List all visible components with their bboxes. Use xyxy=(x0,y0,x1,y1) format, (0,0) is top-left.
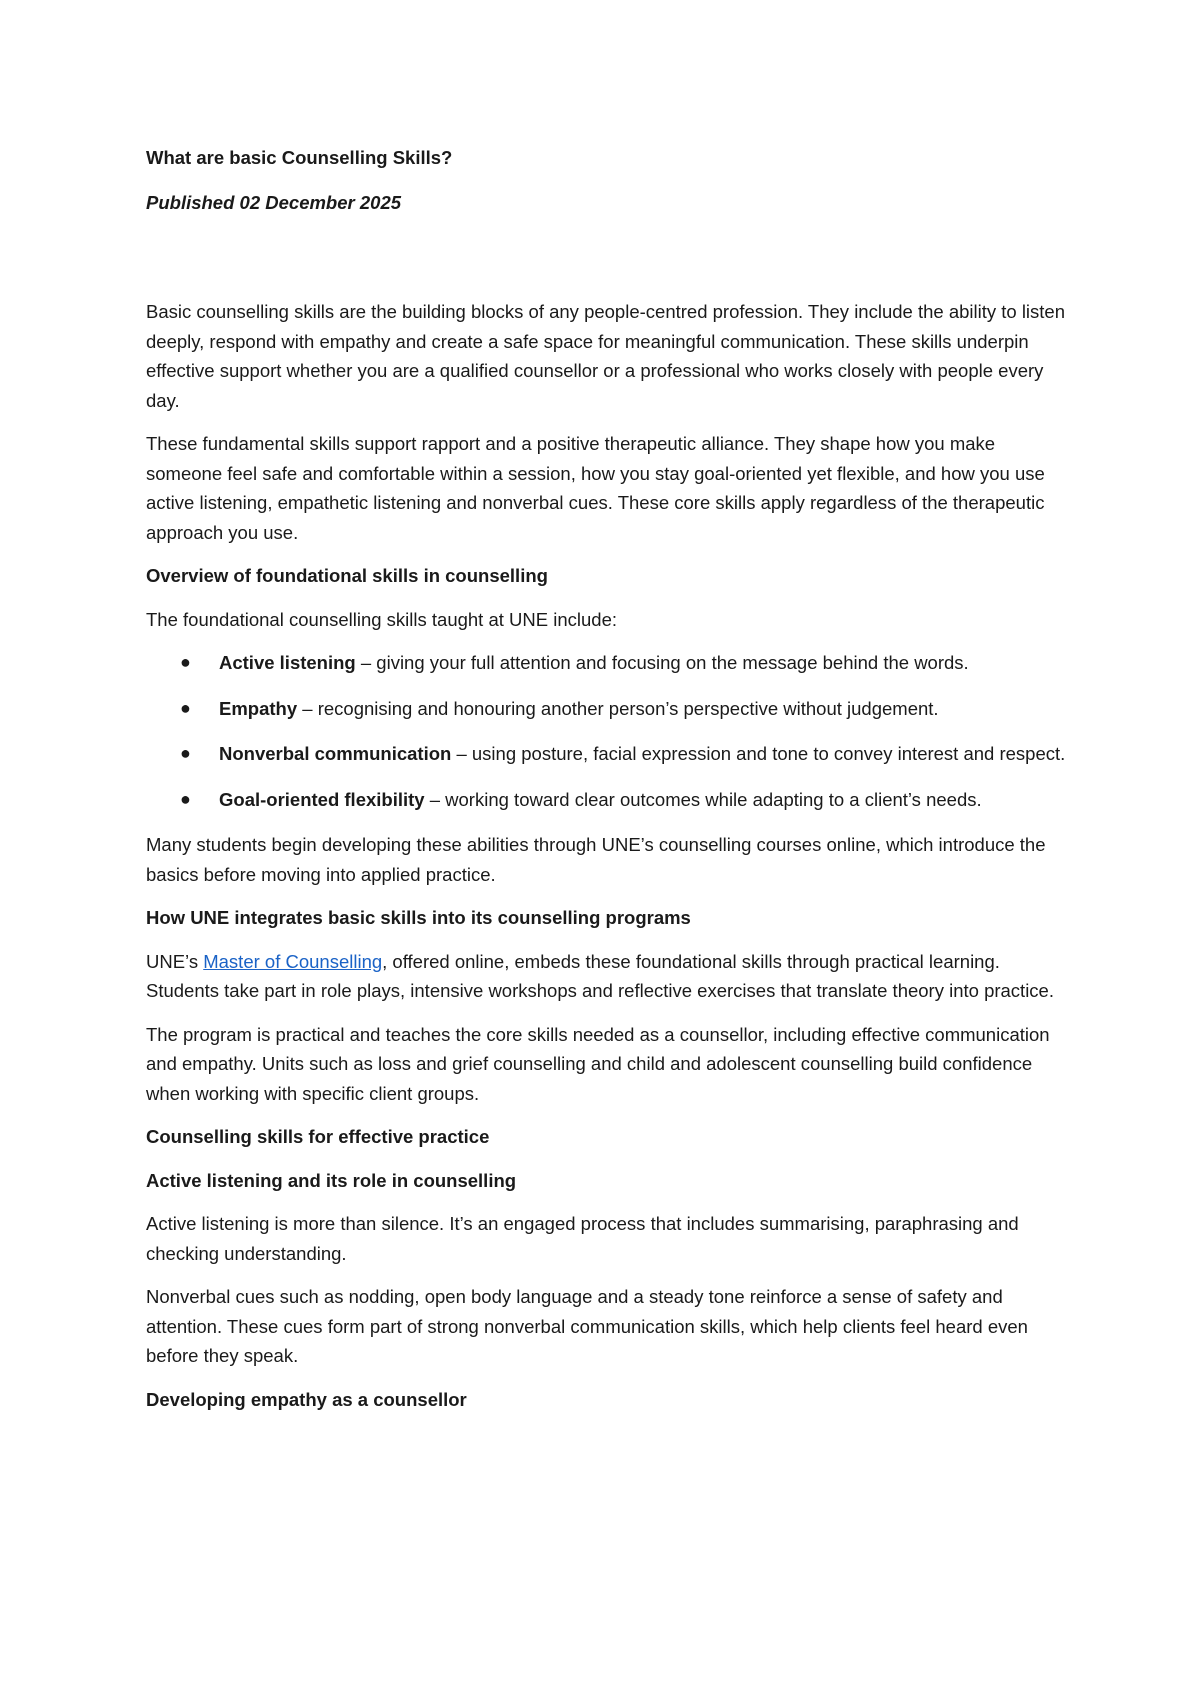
published-date: Published 02 December 2025 xyxy=(146,191,402,213)
skill-desc: – using posture, facial expression and tone to convey interest and respect. xyxy=(451,743,1066,764)
bullet-icon: ● xyxy=(180,652,191,672)
skill-desc: – giving your full attention and focusing on the message behind the words. xyxy=(355,652,969,673)
intro-paragraph-1: Basic counselling skills are the building blocks of any people-centred profession. They include the ability to listen deeply, respond with empathy and create a safe space for meaningful communication. These skills underpin effective support whether you are a qualified counsellor or a professional who works closely with people every day. xyxy=(146,301,1066,411)
list-item xyxy=(146,785,1076,815)
integrates-text-after: , offered online, embeds these foundational skills through practical learning. Students take part in role plays, intensive workshops and reflective exercises that translate theory into practice. xyxy=(146,950,1054,1001)
bullet-icon: ● xyxy=(180,788,191,809)
list-item xyxy=(146,694,1076,724)
heading-effective-practice: Counselling skills for effective practice xyxy=(146,1126,490,1147)
heading-empathy: Developing empathy as a counsellor xyxy=(146,1388,467,1410)
list-item xyxy=(146,739,1076,769)
bullet-icon: ● xyxy=(180,697,191,718)
bullet-icon: ● xyxy=(180,743,191,763)
active-paragraph-1: Active listening is more than silence. It’s an engaged process that includes summarising, paraphrasing and checking understanding. xyxy=(146,1213,1019,1264)
integrates-paragraph-2: The program is practical and teaches the core skills needed as a counsellor, including effective communication and empathy. Units such as loss and grief counselling and child and adolescent counselling build confidence when working with specific client groups. xyxy=(146,1023,1050,1104)
document-page xyxy=(146,143,1076,1428)
skill-term: Nonverbal communication xyxy=(219,743,452,764)
heading-overview: Overview of foundational skills in counselling xyxy=(146,565,548,586)
intro-paragraph-2: These fundamental skills support rapport and a positive therapeutic alliance. They shape how you make someone feel safe and comfortable within a session, how you stay goal-oriented yet flexible, and how you use active listening, empathetic listening and nonverbal cues. These core skills apply regardless of the therapeutic approach you use. xyxy=(146,433,1045,543)
skill-desc: – working toward clear outcomes while adapting to a client’s needs. xyxy=(424,788,982,810)
list-item xyxy=(146,648,1076,678)
skill-desc: – recognising and honouring another person’s perspective without judgement. xyxy=(297,697,939,719)
integrates-text-before: UNE’s xyxy=(146,950,204,972)
skill-term: Empathy xyxy=(219,697,298,719)
skills-list xyxy=(146,648,1076,814)
integrates-paragraph-1 xyxy=(146,947,1076,1006)
overview-after-paragraph: Many students begin developing these abilities through UNE’s counselling courses online, which introduce the basics before moving into applied practice. xyxy=(146,834,1046,885)
heading-integrates: How UNE integrates basic skills into its counselling programs xyxy=(146,907,691,928)
skill-term: Goal-oriented flexibility xyxy=(219,788,425,810)
article-title: What are basic Counselling Skills? xyxy=(146,147,453,168)
skill-term: Active listening xyxy=(219,652,356,673)
overview-lead: The foundational counselling skills taught at UNE include: xyxy=(146,608,618,630)
active-paragraph-2: Nonverbal cues such as nodding, open body language and a steady tone reinforce a sense of safety and attention. These cues form part of strong nonverbal communication skills, which help clients feel heard even before they speak. xyxy=(146,1286,1028,1366)
heading-active-listening: Active listening and its role in counselling xyxy=(146,1169,517,1191)
master-of-counselling-link[interactable]: Master of Counselling xyxy=(203,950,383,972)
